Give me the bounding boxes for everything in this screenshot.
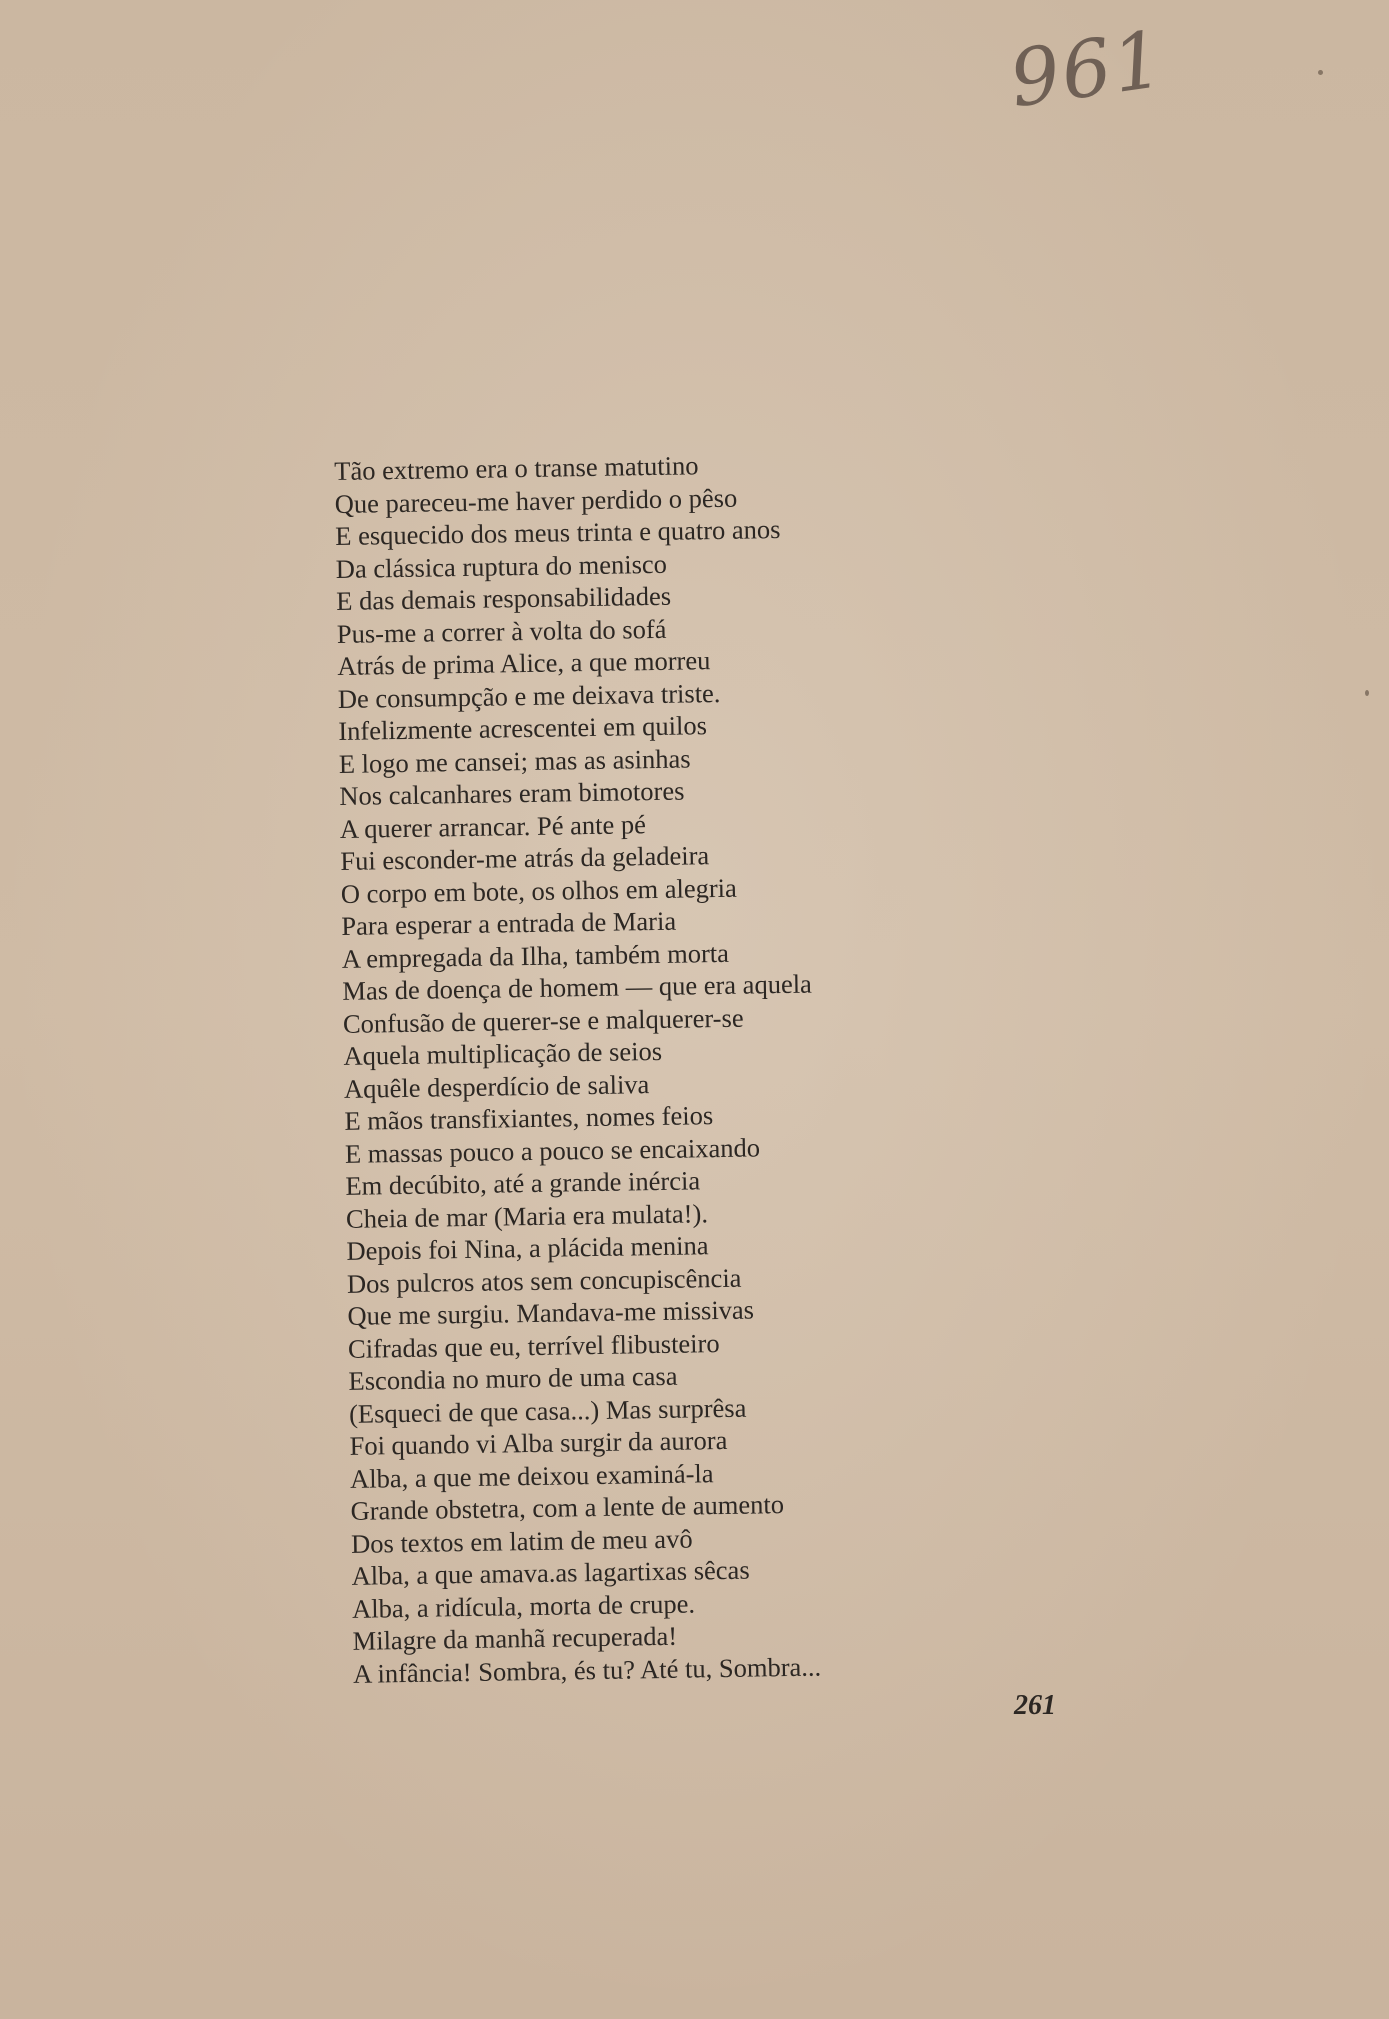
poem-line: Pus-me a correr à volta do sofá: [336, 613, 667, 649]
poem-line: Mas de doença de homem — que era aquela: [342, 968, 813, 1006]
poem-line: Confusão de querer-se e malquerer-se: [342, 1002, 744, 1039]
poem-line: E logo me cansei; mas as asinhas: [338, 742, 691, 779]
ink-speck: [1318, 70, 1323, 75]
poem-line: Fui esconder-me atrás da geladeira: [340, 840, 710, 876]
poem-line: Foi quando vi Alba surgir da aurora: [349, 1424, 728, 1461]
poem-line: E esquecido dos meus trinta e quatro anos: [335, 513, 781, 551]
poem-line: A empregada da Ilha, também morta: [341, 937, 730, 974]
poem-line: Alba, a ridícula, morta de crupe.: [351, 1587, 696, 1624]
ink-speck: [1365, 690, 1369, 696]
poem-line: Para esperar a entrada de Maria: [341, 905, 677, 941]
poem-text: [334, 444, 1073, 1690]
poem-line: Cheia de mar (Maria era mulata!).: [345, 1197, 709, 1234]
poem-line: Alba, a que amava.as lagartixas sêcas: [351, 1554, 750, 1591]
poem-line: Grande obstetra, com a lente de aumento: [350, 1489, 785, 1526]
poem-line: Escondia no muro de uma casa: [348, 1360, 678, 1396]
poem-line: Que pareceu-me haver perdido o pêso: [334, 482, 738, 519]
poem-line: Em decúbito, até a grande inércia: [345, 1165, 701, 1201]
poem-line: Dos pulcros atos sem concupiscência: [346, 1262, 742, 1299]
poem-line: Da clássica ruptura do menisco: [335, 548, 668, 584]
poem-line: O corpo em bote, os olhos em alegria: [340, 872, 737, 909]
poem-line: Cifradas que eu, terrível flibusteiro: [347, 1327, 720, 1364]
printed-page-number: 261: [1014, 1690, 1056, 1721]
poem-line: E das demais responsabilidades: [336, 580, 672, 616]
poem-line: Infelizmente acrescentei em quilos: [338, 710, 708, 746]
poem-line: E mãos transfixiantes, nomes feios: [344, 1100, 714, 1136]
handwritten-page-number: 961: [1004, 14, 1171, 126]
poem-line: Que me surgiu. Mandava-me missivas: [347, 1294, 755, 1331]
poem-line: Alba, a que me deixou examiná-la: [349, 1457, 714, 1494]
poem-line: A infância! Sombra, és tu? Até tu, Sombra...: [352, 1650, 822, 1689]
poem-line: E massas pouco a pouco se encaixando: [344, 1131, 761, 1169]
poem-line: Aquêle desperdício de saliva: [343, 1068, 650, 1104]
poem-line: A querer arrancar. Pé ante pé: [339, 808, 647, 844]
poem-line: De consumpção e me deixava triste.: [337, 677, 721, 714]
poem-line: (Esqueci de que casa...) Mas surprêsa: [348, 1392, 747, 1429]
poem-line: Depois foi Nina, a plácida menina: [346, 1230, 709, 1266]
poem-line: Nos calcanhares eram bimotores: [339, 775, 685, 811]
poem-line: Tão extremo era o transe matutino: [334, 450, 699, 486]
poem-line: Atrás de prima Alice, a que morreu: [337, 645, 711, 681]
poem-line: Milagre da manhã recuperada!: [352, 1620, 678, 1656]
poem-line: Dos textos em latim de meu avô: [350, 1523, 693, 1559]
poem-line: Aquela multiplicação de seios: [343, 1035, 663, 1071]
